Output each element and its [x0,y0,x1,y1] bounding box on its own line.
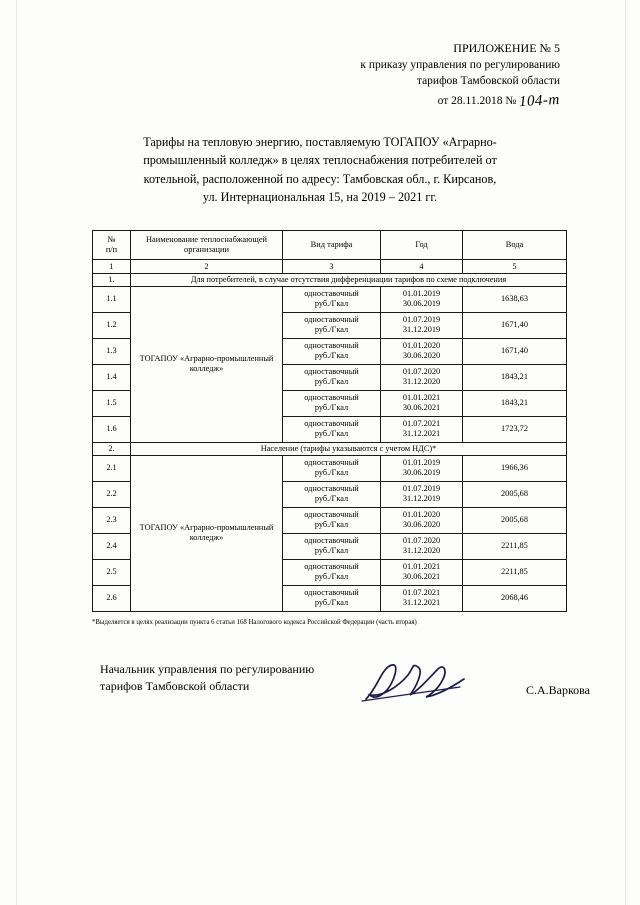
tariff-type-line1: одноставочный [304,393,359,403]
year-from: 01.01.2021 [402,393,441,403]
water-value: 2005,68 [463,481,567,507]
water-value: 1843,21 [463,390,567,416]
year-to: 30.06.2020 [402,351,441,361]
row-number: 1.3 [93,338,131,364]
water-value: 1638,63 [463,286,567,312]
tariff-type-line1: одноставочный [304,562,359,572]
year-from: 01.01.2019 [402,289,441,299]
year-to: 31.12.2020 [402,377,441,387]
tariff-type-line2: руб./Гкал [314,546,349,556]
col-header-number-line2: п/п [105,245,118,255]
year-from: 01.01.2019 [402,458,441,468]
water-value: 2005,68 [463,507,567,533]
tariff-type [283,533,381,559]
table-row [93,455,567,481]
year-to: 30.06.2019 [402,468,441,478]
year-range [381,507,463,533]
year-from: 01.07.2021 [402,419,441,429]
water-value: 1843,21 [463,364,567,390]
signatory-role-line1: Начальник управления по регулированию [100,662,315,677]
header-line-1: ПРИЛОЖЕНИЕ № 5 [453,41,560,55]
year-to: 31.12.2021 [402,429,441,439]
header-order-number [36,90,560,111]
tariff-type-line2: руб./Гкал [314,429,349,439]
section-number: 1. [93,273,131,286]
tariff-type [283,390,381,416]
tariff-type [283,286,381,312]
table-section-row [93,442,567,455]
row-number: 1.4 [93,364,131,390]
tariff-type-line2: руб./Гкал [314,325,349,335]
document-content [36,40,604,715]
table-header-row [93,231,567,260]
organization-name: ТОГАПОУ «Аграрно-промышленный колледж» [131,286,283,442]
water-value: 2068,46 [463,585,567,611]
header-line-3: тарифов Тамбовской области [416,75,560,88]
signatory-role [100,661,350,693]
year-range [381,585,463,611]
handwritten-signature-icon [356,657,476,707]
tariff-type-line1: одноставочный [304,510,359,520]
tariff-type-line2: руб./Гкал [314,351,349,361]
col-header-number-line1: № [107,235,116,245]
tariff-type [283,455,381,481]
year-to: 30.06.2019 [402,299,441,309]
year-range [381,559,463,585]
tariff-type-line2: руб./Гкал [314,299,349,309]
row-number: 1.1 [93,286,131,312]
row-number: 1.5 [93,390,131,416]
tariff-type-line1: одноставочный [304,458,359,468]
row-number: 2.2 [93,481,131,507]
order-number-handwritten: 104-т [518,91,561,110]
section-title: Для потребителей, в случае отсутствия дифференциации тарифов по схеме подключения [131,273,567,286]
tariff-type [283,364,381,390]
tariffs-table [92,230,567,611]
signature-block [100,661,604,715]
year-from: 01.01.2021 [402,562,441,572]
signatory-name: С.А.Варкова [525,683,590,698]
year-from: 01.07.2020 [402,536,441,546]
tariff-type-line1: одноставочный [304,315,359,325]
tariff-type-line2: руб./Гкал [314,494,349,504]
title-line-3: котельной, расположенной по адресу: Тамбовская обл., г. Кирсанов, [143,171,497,186]
year-from: 01.07.2021 [402,588,441,598]
row-number: 1.6 [93,416,131,442]
tariff-type-line1: одноставочный [304,419,359,429]
year-to: 31.12.2019 [402,325,441,335]
document-header [36,40,604,111]
year-range [381,533,463,559]
page-title [36,133,604,206]
col-header-tariff-type: Вид тарифа [283,231,381,260]
tariff-type-line1: одноставочный [304,484,359,494]
year-to: 31.12.2020 [402,546,441,556]
tariff-type-line1: одноставочный [304,289,359,299]
year-range [381,364,463,390]
title-line-2: промышленный колледж» в целях теплоснабжения потребителей от [143,153,497,168]
row-number: 2.5 [93,559,131,585]
year-range [381,338,463,364]
row-number: 2.4 [93,533,131,559]
tariff-type-line2: руб./Гкал [314,468,349,478]
title-line-1: Тарифы на тепловую энергию, поставляемую ТОГАПОУ «Аграрно- [143,134,497,149]
year-range [381,286,463,312]
row-number: 2.3 [93,507,131,533]
year-to: 31.12.2021 [402,598,441,608]
water-value: 1966,36 [463,455,567,481]
row-number: 1.2 [93,312,131,338]
tariff-type [283,312,381,338]
year-to: 30.06.2021 [402,572,441,582]
tariff-type [283,585,381,611]
col-num-5: 5 [463,259,567,273]
water-value: 1671,40 [463,338,567,364]
col-header-number [93,231,131,260]
col-header-organization: Наименование теплоснабжающей организации [131,231,283,260]
table-section-row [93,273,567,286]
row-number: 2.1 [93,455,131,481]
tariff-type [283,559,381,585]
col-num-4: 4 [381,259,463,273]
section-title: Население (тарифы указываются с учетом НДС)* [131,442,567,455]
col-num-1: 1 [93,259,131,273]
tariff-type [283,338,381,364]
order-date-prefix: от 28.11.2018 № [437,94,520,107]
year-range [381,455,463,481]
year-range [381,481,463,507]
tariff-type-line1: одноставочный [304,536,359,546]
col-num-3: 3 [283,259,381,273]
tariff-type [283,507,381,533]
row-number: 2.6 [93,585,131,611]
col-header-year: Год [381,231,463,260]
organization-name: ТОГАПОУ «Аграрно-промышленный колледж» [131,455,283,611]
year-to: 30.06.2021 [402,403,441,413]
year-from: 01.07.2019 [402,315,441,325]
year-from: 01.01.2020 [402,510,441,520]
section-number: 2. [93,442,131,455]
header-line-2: к приказу управления по регулированию [360,59,560,72]
tariff-type-line1: одноставочный [304,367,359,377]
water-value: 1723,72 [463,416,567,442]
tariff-type-line1: одноставочный [304,341,359,351]
year-range [381,390,463,416]
year-to: 30.06.2020 [402,520,441,530]
table-column-number-row [93,259,567,273]
tariff-type-line2: руб./Гкал [314,520,349,530]
tariff-type-line2: руб./Гкал [314,403,349,413]
tariff-type-line2: руб./Гкал [314,598,349,608]
year-range [381,416,463,442]
year-to: 31.12.2019 [402,494,441,504]
year-from: 01.01.2020 [402,341,441,351]
water-value: 2211,85 [463,533,567,559]
col-num-2: 2 [131,259,283,273]
signatory-role-line2: тарифов Тамбовской области [100,678,250,693]
tariff-type-line1: одноставочный [304,588,359,598]
tariff-type-line2: руб./Гкал [314,377,349,387]
year-range [381,312,463,338]
tariff-type [283,481,381,507]
footnote: *Выделяется в целях реализации пункта 6 статьи 168 Налогового кодекса Российской Федерации (часть вторая) [92,618,417,626]
title-line-4: ул. Интернациональная 15, на 2019 – 2021 гг. [202,189,438,204]
tariff-type-line2: руб./Гкал [314,572,349,582]
scan-edge-left [16,0,17,905]
col-header-water: Вода [463,231,567,260]
year-from: 01.07.2019 [402,484,441,494]
water-value: 1671,40 [463,312,567,338]
tariff-type [283,416,381,442]
water-value: 2211,85 [463,559,567,585]
scan-edge-right [625,0,626,905]
table-row [93,286,567,312]
year-from: 01.07.2020 [402,367,441,377]
